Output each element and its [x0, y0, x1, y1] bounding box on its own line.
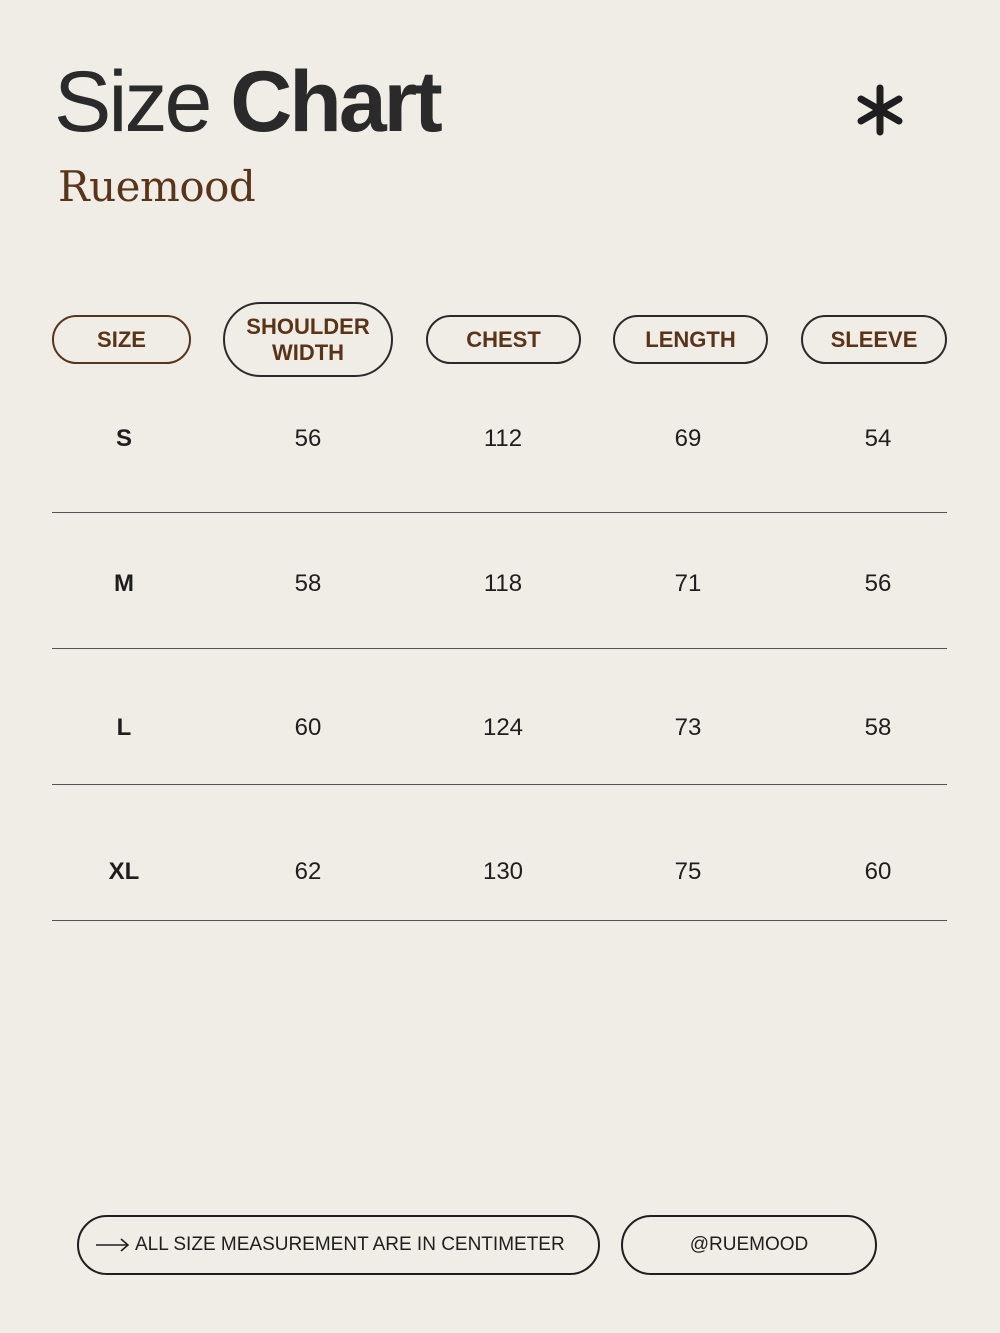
social-handle-text: @RUEMOOD — [689, 1234, 809, 1255]
table-cell-shoulder: 58 — [294, 570, 322, 597]
page-title — [54, 52, 440, 152]
table-cell-sleeve: 58 — [864, 714, 892, 741]
table-cell-chest: 112 — [483, 425, 523, 452]
measurement-note — [77, 1215, 600, 1275]
row-divider — [52, 512, 947, 513]
column-header-length: LENGTH — [613, 315, 768, 364]
table-cell-size: XL — [108, 858, 140, 885]
table-cell-size: M — [114, 570, 134, 597]
table-cell-length: 75 — [674, 858, 702, 885]
table-cell-length: 71 — [674, 570, 702, 597]
column-header-shoulder-width: SHOULDER WIDTH — [223, 302, 393, 377]
row-divider — [52, 920, 947, 921]
column-header-chest: CHEST — [426, 315, 581, 364]
table-cell-chest: 118 — [483, 570, 523, 597]
table-cell-length: 73 — [674, 714, 702, 741]
table-cell-shoulder: 56 — [294, 425, 322, 452]
table-cell-sleeve: 60 — [864, 858, 892, 885]
table-cell-size: S — [115, 425, 132, 452]
title-bold: Chart — [230, 54, 440, 150]
table-cell-length: 69 — [674, 425, 702, 452]
table-cell-sleeve: 56 — [864, 570, 892, 597]
arrow-right-icon — [95, 1237, 131, 1253]
column-header-size: SIZE — [52, 315, 191, 364]
brand-name: Ruemood — [58, 162, 256, 211]
title-light: Size — [54, 54, 210, 150]
table-cell-shoulder: 62 — [294, 858, 322, 885]
column-header-sleeve: SLEEVE — [801, 315, 947, 364]
table-cell-chest: 124 — [482, 714, 524, 741]
social-handle — [621, 1215, 877, 1275]
table-cell-size: L — [116, 714, 132, 741]
measurement-note-text: ALL SIZE MEASUREMENT ARE IN CENTIMETER — [135, 1234, 565, 1255]
row-divider — [52, 784, 947, 785]
table-cell-chest: 130 — [482, 858, 524, 885]
row-divider — [52, 648, 947, 649]
table-cell-sleeve: 54 — [864, 425, 892, 452]
table-cell-shoulder: 60 — [294, 714, 322, 741]
asterisk-icon — [850, 80, 910, 140]
